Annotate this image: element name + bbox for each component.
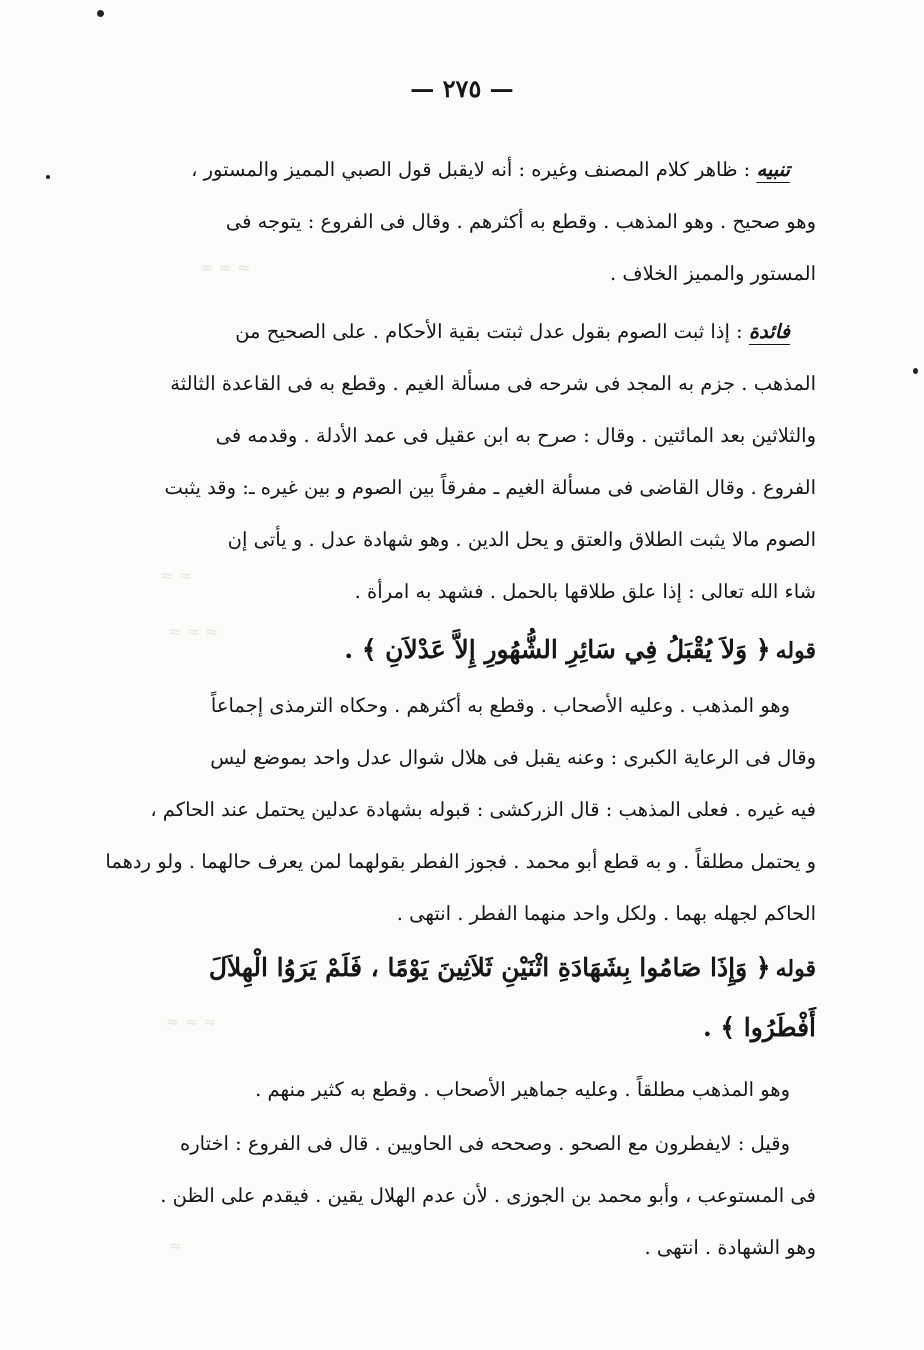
page-number: — ٢٧٥ — (410, 74, 514, 103)
faida-paragraph (104, 306, 816, 618)
faida-line-5: الصوم مالا يثبت الطلاق والعتق و يحل الدين . وهو شهادة عدل . و يأتى إن (227, 528, 816, 551)
faida-lead: فائدة (748, 320, 790, 343)
commentary-paragraph-3 (104, 1118, 816, 1274)
commentary-3-line-2: فى المستوعب ، وأبو محمد بن الجوزى . لأن عدم الهلال يقين . فيقدم على الظن . (160, 1184, 816, 1207)
scan-speck (46, 175, 50, 179)
tanbih-line-2: وهو صحيح . وهو المذهب . وقطع به أكثرهم . وقال فى الفروع : يتوجه فى (225, 210, 816, 233)
bleed-through-mark: ≈ ≈ ≈ (168, 622, 219, 641)
commentary-1-line-1: وهو المذهب . وعليه الأصحاب . وقطع به أكثرهم . وحكاه الترمذى إجماعاً (210, 694, 790, 717)
commentary-paragraph-1 (104, 680, 816, 940)
commentary-paragraph-2 (104, 1064, 816, 1116)
commentary-1-line-5: الحاكم لجهله بهما . ولكل واحد منهما الفطر . انتهى . (396, 902, 816, 925)
qawluh-label: قوله (775, 638, 816, 664)
tanbih-lead: تنبيه (756, 158, 790, 181)
bleed-through-mark: ≈ ≈ (160, 566, 192, 585)
faida-line-4: الفروع . وقال القاضى فى مسألة الغيم ـ مفرقاً بين الصوم و بين غيره ـ: وقد يثبت (164, 476, 816, 499)
commentary-1-line-4: و يحتمل مطلقاً . و به قطع أبو محمد . فجوز الفطر بقولهما لمن يعرف حالهما . ولو ردهما (105, 850, 816, 873)
commentary-2-line-1: وهو المذهب مطلقاً . وعليه جماهير الأصحاب . وقطع به كثير منهم . (255, 1078, 790, 1101)
bleed-through-mark: ≈ ≈ ≈ (200, 258, 251, 277)
commentary-3-line-3: وهو الشهادة . انتهى . (644, 1236, 816, 1259)
quoted-heading-2 (104, 938, 816, 1058)
commentary-1-line-3: فيه غيره . فعلى المذهب : قال الزركشى : قبوله بشهادة عدلين يحتمل عند الحاكم ، (150, 798, 816, 821)
qawluh-label: قوله (775, 956, 816, 982)
tanbih-line-3: المستور والمميز الخلاف . (610, 262, 816, 285)
quoted-text: ﴿ وَلاَ يُقْبَلُ فِي سَائِرِ الشُّهُورِ إِلاَّ عَدْلاَنِ ﴾ . (344, 635, 771, 664)
tanbih-line-1: تنبيه : ظاهر كلام المصنف وغيره : أنه لايقبل قول الصبي المميز والمستور ، (191, 158, 790, 181)
bleed-through-mark: ≈ ≈ ≈ (166, 1012, 217, 1031)
commentary-1-line-2: وقال فى الرعاية الكبرى : وعنه يقبل فى هلال شوال عدل واحد بموضع ليس (210, 746, 816, 769)
quoted-text-line-2: أَفْطَرُوا ﴾ . (703, 1013, 816, 1042)
commentary-3-line-1: وقيل : لايفطرون مع الصحو . وصححه فى الحاويين . قال فى الفروع : اختاره (180, 1132, 790, 1155)
faida-line-2: المذهب . جزم به المجد فى شرحه فى مسألة الغيم . وقطع به فى القاعدة الثالثة (170, 372, 816, 395)
scan-speck (97, 10, 104, 17)
faida-line-3: والثلاثين بعد المائتين . وقال : صرح به ابن عقيل فى عمد الأدلة . وقدمه فى (215, 424, 816, 447)
quoted-text-line-1: ﴿ وَإِذَا صَامُوا بِشَهَادَةِ اثْنَيْنِ ثَلاَثِينَ يَوْمًا ، فَلَمْ يَرَوُا الْهِلاَلَ (208, 953, 771, 982)
faida-line-1: فائدة : إذا ثبت الصوم بقول عدل ثبتت بقية الأحكام . على الصحيح من (235, 320, 790, 343)
scan-speck (913, 368, 918, 374)
faida-line-6: شاء الله تعالى : إذا علق طلاقها بالحمل . فشهد به امرأة . (354, 580, 816, 603)
bleed-through-mark: ≈ (168, 1236, 182, 1255)
